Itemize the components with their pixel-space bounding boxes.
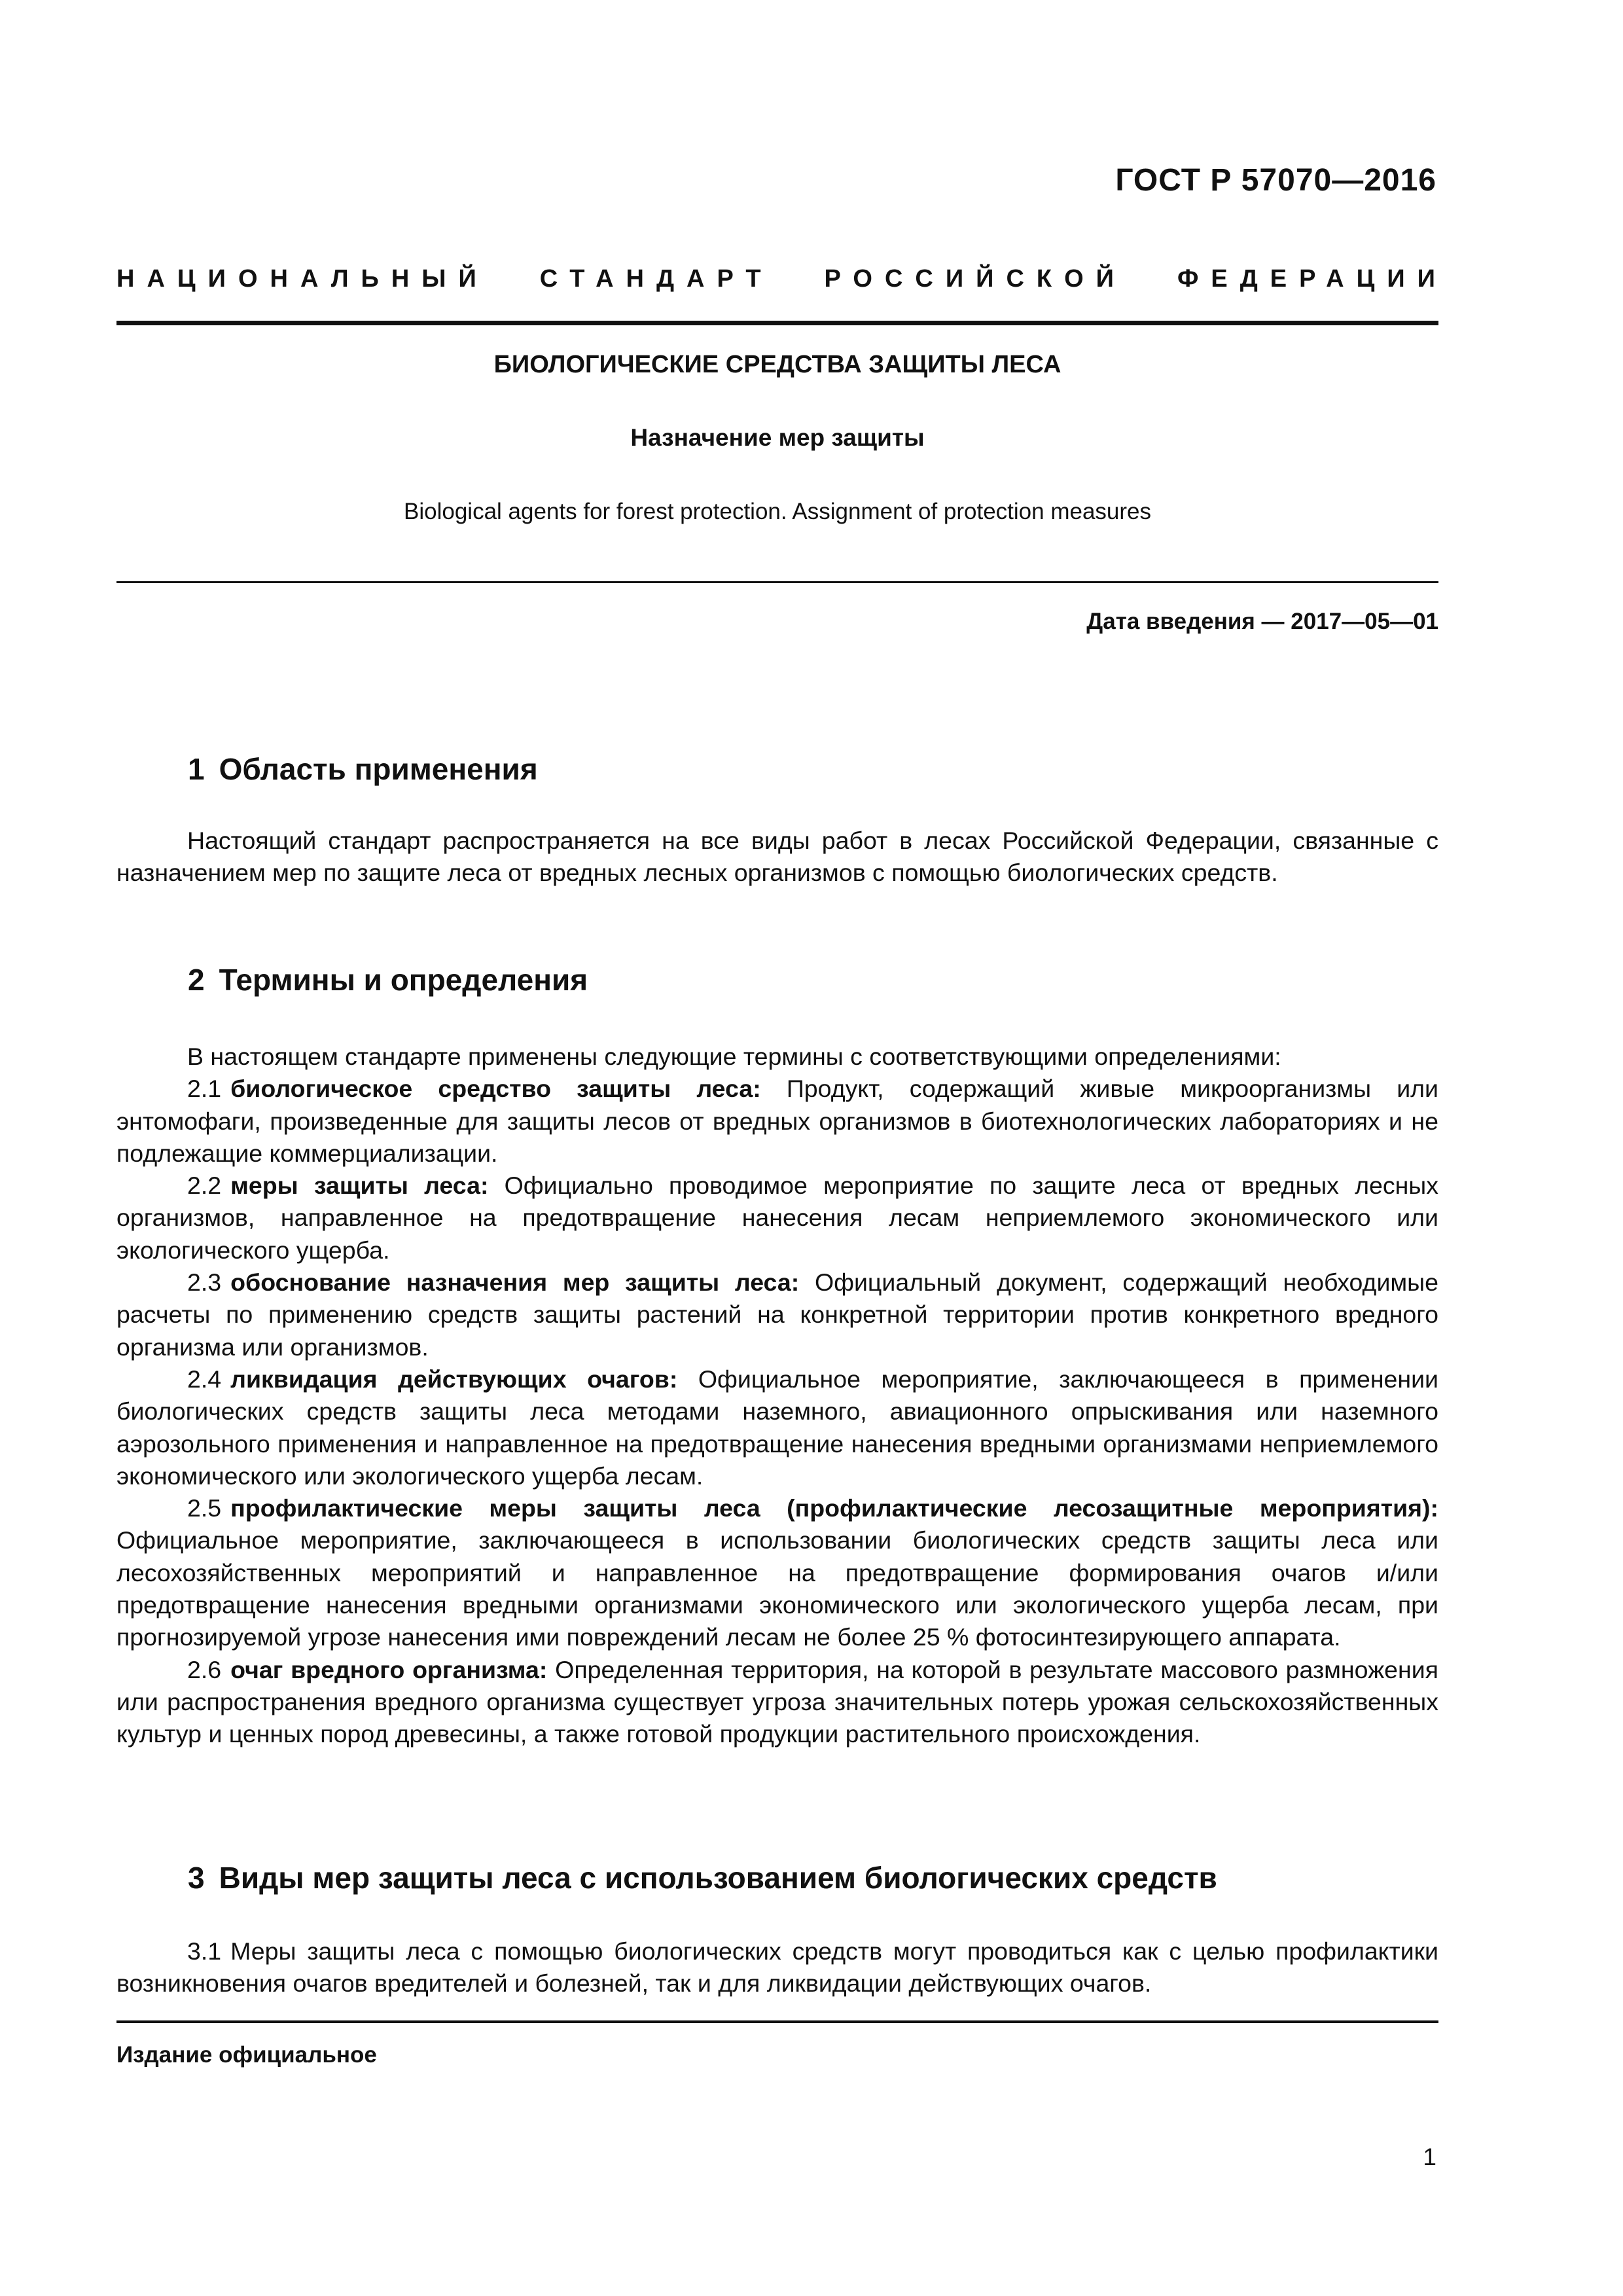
section-title: Термины и определения (219, 963, 588, 997)
term: ликвидация действующих очагов: (230, 1365, 678, 1393)
section-heading (188, 962, 588, 997)
section-title: Виды мер защиты леса с использованием биологических средств (219, 1861, 1217, 1895)
term-definition (116, 1073, 1438, 1170)
national-standard-heading (116, 265, 1448, 293)
definition: Официальное мероприятие, заключающееся в применении биологических средств защиты леса методами наземного, авиационного опрыскивания или наземного аэрозольного применения и направленное на предотвращение нанесения вредными организмами неприемлемого экономического или экологического ущерба лесам. (116, 1365, 1439, 1490)
section-heading (188, 1860, 1217, 1895)
clause-number: 2.4 (187, 1365, 222, 1393)
section-number: 1 (188, 752, 205, 786)
term-definition (116, 1170, 1438, 1266)
paragraph: В настоящем стандарте применены следующие термины с соответствующими определениями: (187, 1043, 1281, 1070)
definition: Продукт, содержащий живые микроорганизмы или энтомофаги, произведенные для защиты лесов от вредных организмов в биотехнологических лабораториях и не подлежащие коммерциализации. (116, 1075, 1438, 1167)
document-subtitle: Назначение мер защиты (630, 424, 925, 451)
definition: Официальный документ, содержащий необходимые расчеты по применению средств защиты растений на конкретной территории против конкретного вредного организма или организмов. (116, 1268, 1438, 1361)
term: очаг вредного организма: (230, 1655, 548, 1683)
term-definition (116, 1363, 1438, 1492)
definition: Определенная территория, на которой в результате массового размножения или распространения вредного организма существует угроза значительных потерь урожая сельскохозяйственных культур и ценных пород древесины, а также готовой продукции растительного происхождения. (116, 1655, 1438, 1748)
clause-number: 2.1 (187, 1075, 222, 1103)
section-number: 3 (188, 1861, 205, 1895)
national-word: ФЕДЕРАЦИИ (1177, 265, 1448, 293)
term: биологическое средство защиты леса: (230, 1075, 761, 1103)
gost-code: ГОСТ Р 57070—2016 (1115, 163, 1436, 198)
section-heading (188, 751, 538, 787)
page-number: 1 (1423, 2144, 1436, 2170)
definition: Официальное мероприятие, заключающееся в использовании биологических средств защиты леса или лесохозяйственных мероприятий и направленное на предотвращение формирования очагов и/или предотвращение нанесения вредными организмами экономического или экологического ущерба лесам, при прогнозируемой угрозе нанесения ими повреждений лесам не более 25 % фотосинтезирующего аппарата. (116, 1526, 1438, 1651)
term-definition (116, 1492, 1438, 1653)
national-word: СТАНДАРТ (539, 265, 774, 293)
title-divider (116, 581, 1438, 583)
top-divider (116, 321, 1438, 325)
footer-divider (116, 2020, 1438, 2023)
clause-number: 2.2 (187, 1172, 222, 1200)
definition: Официально проводимое мероприятие по защите леса от вредных лесных организмов, направленное на предотвращение нанесения лесам неприемлемого экономического или экологического ущерба. (116, 1172, 1439, 1264)
section-body (116, 1041, 1438, 1751)
document-title: БИОЛОГИЧЕСКИЕ СРЕДСТВА ЗАЩИТЫ ЛЕСА (493, 351, 1061, 378)
english-title: Biological agents for forest protection. Assignment of protection measures (404, 499, 1151, 524)
clause-number: 2.5 (187, 1494, 222, 1522)
term: профилактические меры защиты леса (профилактические лесозащитные мероприятия): (230, 1494, 1438, 1522)
introduction-date: Дата введения — 2017—05—01 (1086, 609, 1438, 634)
clause-number: 2.6 (187, 1655, 222, 1683)
edition-label: Издание официальное (116, 2042, 377, 2068)
clause (116, 1935, 1438, 2000)
clause-number: 2.3 (187, 1268, 222, 1297)
paragraph: Настоящий стандарт распространяется на все виды работ в лесах Российской Федерации, связанные с назначением мер по защите леса от вредных лесных организмов с помощью биологических средств. (116, 827, 1438, 887)
section-title: Область применения (219, 752, 538, 786)
section-body (116, 825, 1438, 889)
national-word: РОССИЙСКОЙ (824, 265, 1126, 293)
clause-number: 3.1 (187, 1937, 222, 1965)
term-definition (116, 1654, 1438, 1751)
national-word: НАЦИОНАЛЬНЫЙ (116, 265, 489, 293)
section-number: 2 (188, 963, 205, 997)
term-definition (116, 1266, 1438, 1363)
clause-text: Меры защиты леса с помощью биологических средств могут проводиться как с целью профилактики возникновения очагов вредителей и болезней, так и для ликвидации действующих очагов. (116, 1937, 1438, 1998)
section-body (116, 1935, 1438, 2000)
term: обоснование назначения мер защиты леса: (230, 1268, 800, 1297)
term: меры защиты леса: (230, 1172, 489, 1200)
